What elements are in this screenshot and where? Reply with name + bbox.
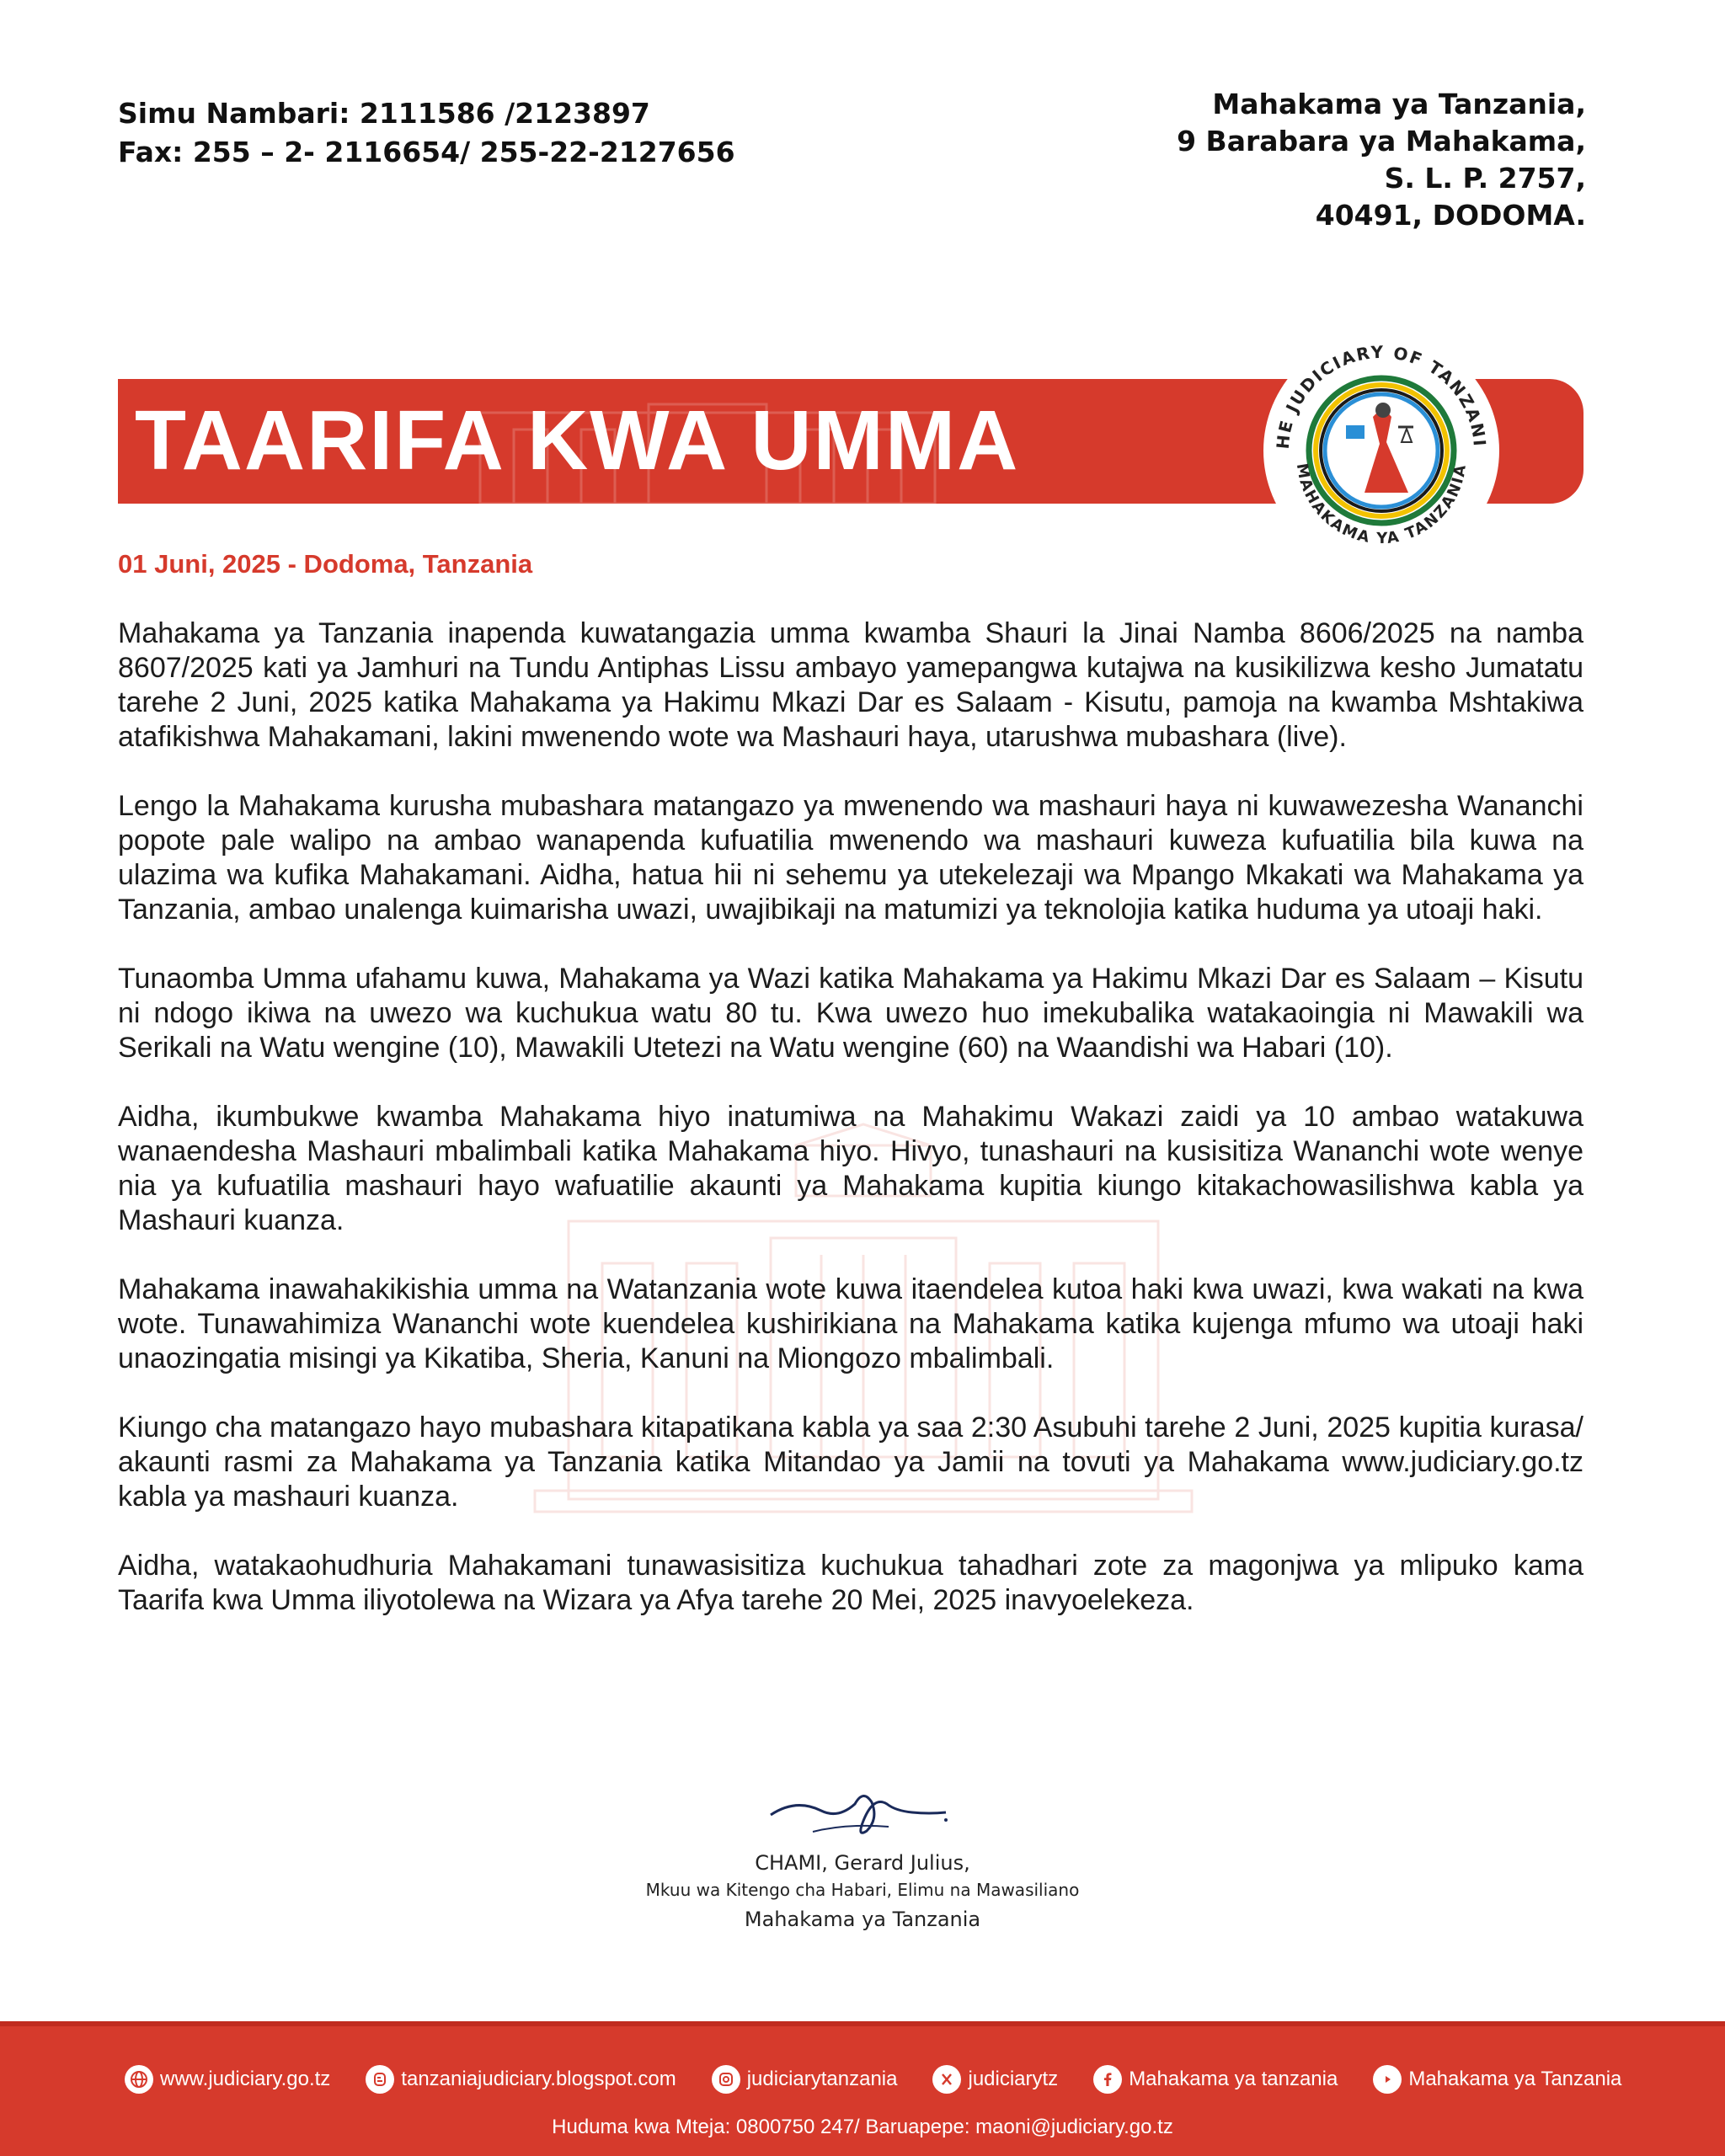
address-line: 40491, DODOMA.: [1315, 199, 1586, 232]
phone-line: Simu Nambari: 2111586 /2123897: [118, 97, 650, 130]
x-icon: [932, 2065, 961, 2094]
footer-link-website[interactable]: [125, 2065, 330, 2094]
footer-link-blog[interactable]: [366, 2065, 676, 2094]
body-paragraph: Lengo la Mahakama kurusha mubashara matangazo ya mwenendo wa mashauri haya ni kuwawezesha Wananchi popote pale walipo na ambao wanapenda kufuatilia mwenendo wa mashauri kuweza kufuatilia bila kuwa na ulazima wa kufika Mahakamani. Aidha, hatua hii ni sehemu ya utekelezaji wa Mpango Mkakati wa Mahakama ya Tanzania, ambao unalenga kuimarisha uwazi, uwajibikaji na matumizi ya teknolojia katika huduma ya utoaji haki.: [118, 790, 1583, 926]
body-paragraph: Mahakama inawahakikishia umma na Watanzania wote kuwa itaendelea kutoa haki kwa uwazi, kwa wakati na kwa wote. Tunawahimiza Wananchi wote kuendelea kushirikiana na Mahakama katika kujenga mfumo wa utoaji haki unaozingatia misingi ya Kikatiba, Sheria, Kanuni na Miongozo mbalimbali.: [118, 1273, 1583, 1374]
logo-bottom-text: MAHAKAMA YA TANZANIA: [1292, 462, 1471, 548]
body-paragraph: Aidha, ikumbukwe kwamba Mahakama hiyo inatumiwa na Mahakimu Wakazi zaidi ya 10 ambao watakuwa wanaendesha Mashauri mbalimbali katika Mahakama hiyo. Hivyo, tunashauri na kusisitiza Wananchi wote wenye nia ya kufuatilia mashauri hayo wafuatilie akaunti ya Mahakama kupitia kiungo kitakachowasilishwa kabla ya Mashauri kuanza.: [118, 1101, 1583, 1236]
footer-divider: [0, 2021, 1725, 2026]
handwritten-signature: [762, 1781, 973, 1849]
footer-link-label: judiciarytanzania: [746, 2068, 898, 2090]
address-line: S. L. P. 2757,: [1384, 162, 1586, 195]
address-line: 9 Barabara ya Mahakama,: [1177, 125, 1586, 157]
date-line: 01 Juni, 2025 - Dodoma, Tanzania: [118, 549, 533, 579]
instagram-icon: [712, 2065, 740, 2094]
body-paragraph: Mahakama ya Tanzania inapenda kuwatangazia umma kwamba Shauri la Jinai Namba 8606/2025 na namba 8607/2025 kati ya Jamhuri na Tundu Antiphas Lissu ambayo yamepangwa kutajwa na kusikilizwa kesho Jumatatu tarehe 2 Juni, 2025 katika Mahakama ya Hakimu Mkazi Dar es Salaam - Kisutu, pamoja na kwamba Mshtakiwa atafikishwa Mahakamani, lakini mwenendo wote wa Mashauri haya, utarushwa mubashara (live).: [118, 617, 1583, 753]
footer-link-facebook[interactable]: [1093, 2065, 1338, 2094]
social-links: [125, 2065, 1657, 2094]
announcement-body: [118, 616, 1583, 1652]
banner-title: TAARIFA KWA UMMA: [135, 393, 1020, 488]
contact-block: [118, 94, 735, 172]
footer-link-label: judiciarytz: [968, 2068, 1059, 2090]
footer-link-label: www.judiciary.go.tz: [160, 2068, 331, 2090]
facebook-icon: [1093, 2065, 1122, 2094]
footer-contact-line: Huduma kwa Mteja: 0800750 247/ Baruapepe: maoni@judiciary.go.tz: [552, 2116, 1173, 2138]
judiciary-logo: [1263, 333, 1499, 568]
signatory-org: Mahakama ya Tanzania: [744, 1908, 981, 1931]
body-paragraph: Kiungo cha matangazo hayo mubashara kitapatikana kabla ya saa 2:30 Asubuhi tarehe 2 Juni, 2025 kupitia kurasa/ akaunti rasmi za Mahakama ya Tanzania katika Mitandao ya Jamii na tovuti ya Mahakama www.judiciary.go.tz kabla ya mashauri kuanza.: [118, 1412, 1583, 1513]
address-block: [1177, 86, 1586, 234]
fax-line: Fax: 255 – 2- 2116654/ 255-22-2127656: [118, 136, 735, 168]
body-paragraph: Tunaomba Umma ufahamu kuwa, Mahakama ya Wazi katika Mahakama ya Hakimu Mkazi Dar es Salaam – Kisutu ni ndogo ikiwa na uwezo wa kuchukua watu 80 tu. Kwa uwezo huo imekubalika watakaoingia ni Mawakili wa Serikali na Watu wengine (10), Mawakili Utetezi na Watu wengine (60) na Waandishi wa Habari (10).: [118, 963, 1583, 1064]
footer-link-youtube[interactable]: [1373, 2065, 1621, 2094]
footer-link-label: Mahakama ya Tanzania: [1408, 2068, 1622, 2090]
address-line: Mahakama ya Tanzania,: [1212, 88, 1586, 120]
footer-link-label: Mahakama ya tanzania: [1129, 2068, 1338, 2090]
footer-link-label: tanzaniajudiciary.blogspot.com: [401, 2068, 676, 2090]
judiciary-seal-icon: [1263, 333, 1499, 568]
body-paragraph: Aidha, watakaohudhuria Mahakamani tunawasisitiza kuchukua tahadhari zote za magonjwa ya mlipuko kama Taarifa kwa Umma iliyotolewa na Wizara ya Afya tarehe 20 Mei, 2025 inavyoelekeza.: [118, 1550, 1583, 1616]
youtube-icon: [1373, 2065, 1402, 2094]
signatory-name: CHAMI, Gerard Julius,: [755, 1851, 970, 1875]
footer-link-instagram[interactable]: [712, 2065, 898, 2094]
logo-top-text: HE JUDICIARY OF TANZANI: [1272, 341, 1491, 451]
footer: [0, 2021, 1725, 2156]
blogger-icon: [366, 2065, 394, 2094]
footer-link-x[interactable]: [932, 2065, 1058, 2094]
globe-icon: [125, 2065, 153, 2094]
signatory-title: Mkuu wa Kitengo cha Habari, Elimu na Mawasiliano: [645, 1880, 1080, 1900]
